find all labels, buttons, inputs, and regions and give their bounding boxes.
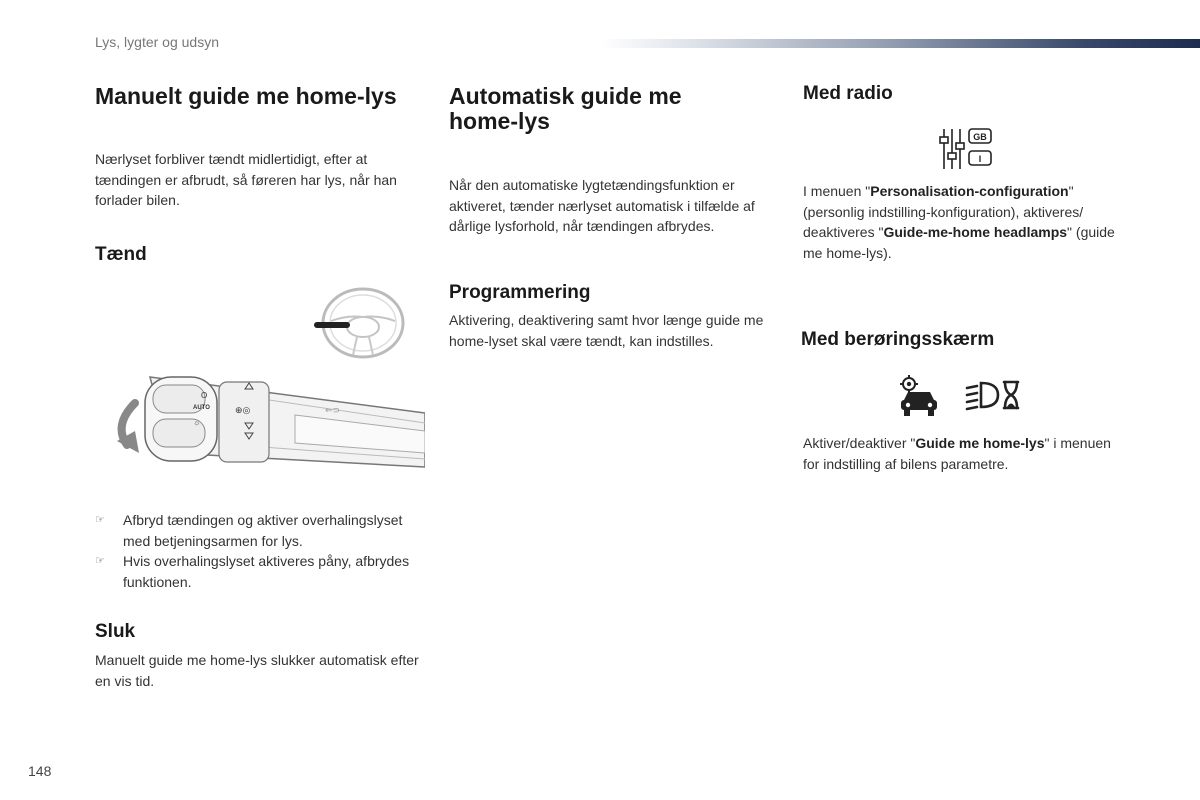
light-stalk-icon xyxy=(117,377,425,467)
off-text: Manuelt guide me home-lys slukker automatisk efter en vis tid. xyxy=(95,652,419,689)
on-heading: Tænd xyxy=(95,244,147,265)
programming-text: Aktivering, deaktivering samt hvor længe guide me home-lyset skal være tændt, kan indstilles. xyxy=(449,312,764,349)
stalk-label-off: O xyxy=(201,391,208,400)
manual-intro-text: Nærlyset forbliver tændt midlertidigt, efter at tændingen er afbrudt, så føreren har lys, når han forlader bilen. xyxy=(95,151,397,208)
instruction-list xyxy=(95,510,420,592)
radio-settings-icon xyxy=(938,125,994,173)
programming-heading: Programmering xyxy=(449,282,591,303)
list-item: ☞ Hvis overhalingslyset aktiveres påny, afbrydes funktionen. xyxy=(95,553,410,590)
page-number: 148 xyxy=(28,763,52,779)
touchscreen-instructions: Aktiver/deaktiver "Guide me home-lys" i menuen for indstilling af bilens parametre. xyxy=(803,435,1111,472)
svg-text:⊕◎: ⊕◎ xyxy=(235,405,251,415)
radio-icon-label-i: I xyxy=(978,154,982,164)
radio-instructions: I menuen "Personalisation-configuration" (personlig indstilling-konfiguration), aktiveres/ deaktiveres "Guide-me-home headlamps" (guide me home-lys). xyxy=(803,183,1115,261)
stalk-label-auto: AUTO xyxy=(193,405,210,411)
off-heading: Sluk xyxy=(95,621,136,642)
list-item: ☞ Afbryd tændingen og aktiver overhalingslyset med betjeningsarmen for lys. xyxy=(95,512,403,549)
auto-section-title: Automatisk guide me home-lys xyxy=(449,83,682,134)
svg-text:⇐⊃: ⇐⊃ xyxy=(325,405,341,415)
manual-section-title: Manuelt guide me home-lys xyxy=(95,83,397,109)
radio-icon-label-gb: GB xyxy=(973,132,987,142)
car-settings-icon xyxy=(895,374,943,418)
radio-heading: Med radio xyxy=(803,83,893,104)
light-stalk-illustration xyxy=(95,285,425,485)
header-gradient-bar xyxy=(600,39,1200,48)
running-header: Lys, lygter og udsyn xyxy=(95,34,219,50)
guide-me-home-icon xyxy=(964,378,1022,412)
svg-text:☼: ☼ xyxy=(193,418,201,427)
auto-intro-text: Når den automatiske lygtetændingsfunktion er aktiveret, tænder nærlyset automatisk i tilfælde af dårlige lysforhold, når tændingen afbrydes. xyxy=(449,177,755,234)
touchscreen-heading: Med berøringsskærm xyxy=(801,329,995,350)
steering-wheel-icon xyxy=(317,289,403,357)
